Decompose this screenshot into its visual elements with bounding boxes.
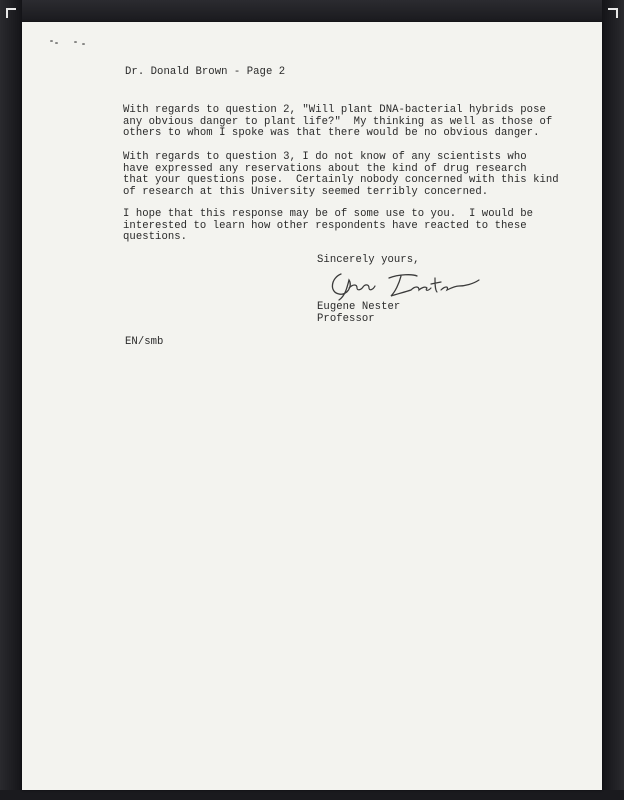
paper-mark bbox=[82, 43, 85, 45]
signer-title: Professor bbox=[317, 313, 375, 325]
paragraph-closing-remarks: I hope that this response may be of some use to you. I would be interested to learn how other respondents have reacted to these questions. bbox=[123, 208, 534, 243]
paper-mark bbox=[55, 42, 58, 44]
letter-page bbox=[22, 22, 602, 790]
typist-initials: EN/smb bbox=[125, 336, 164, 348]
signer-name: Eugene Nester bbox=[317, 301, 401, 313]
corner-mark-top-right bbox=[608, 8, 618, 18]
page-header: Dr. Donald Brown - Page 2 bbox=[125, 66, 286, 78]
scan-frame-right bbox=[602, 0, 624, 800]
corner-mark-top-left bbox=[6, 8, 16, 18]
paper-mark bbox=[74, 41, 77, 43]
paragraph-question-3: With regards to question 3, I do not know of any scientists who have expressed any reservations about the kind of drug research that your questions pose. Certainly nobody concerned with this kind of research at this University seemed terribly concerned. bbox=[123, 151, 559, 198]
paper-mark bbox=[50, 40, 53, 42]
scan-frame-bottom bbox=[0, 790, 624, 800]
scan-frame-top bbox=[0, 0, 624, 22]
paragraph-question-2: With regards to question 2, "Will plant DNA-bacterial hybrids pose any obvious danger to plant life?" My thinking as well as those of others to whom I spoke was that there would be no obvious danger. bbox=[123, 104, 553, 139]
scan-frame-left bbox=[0, 0, 22, 800]
handwritten-signature bbox=[327, 266, 487, 302]
closing-salutation: Sincerely yours, bbox=[317, 254, 420, 266]
